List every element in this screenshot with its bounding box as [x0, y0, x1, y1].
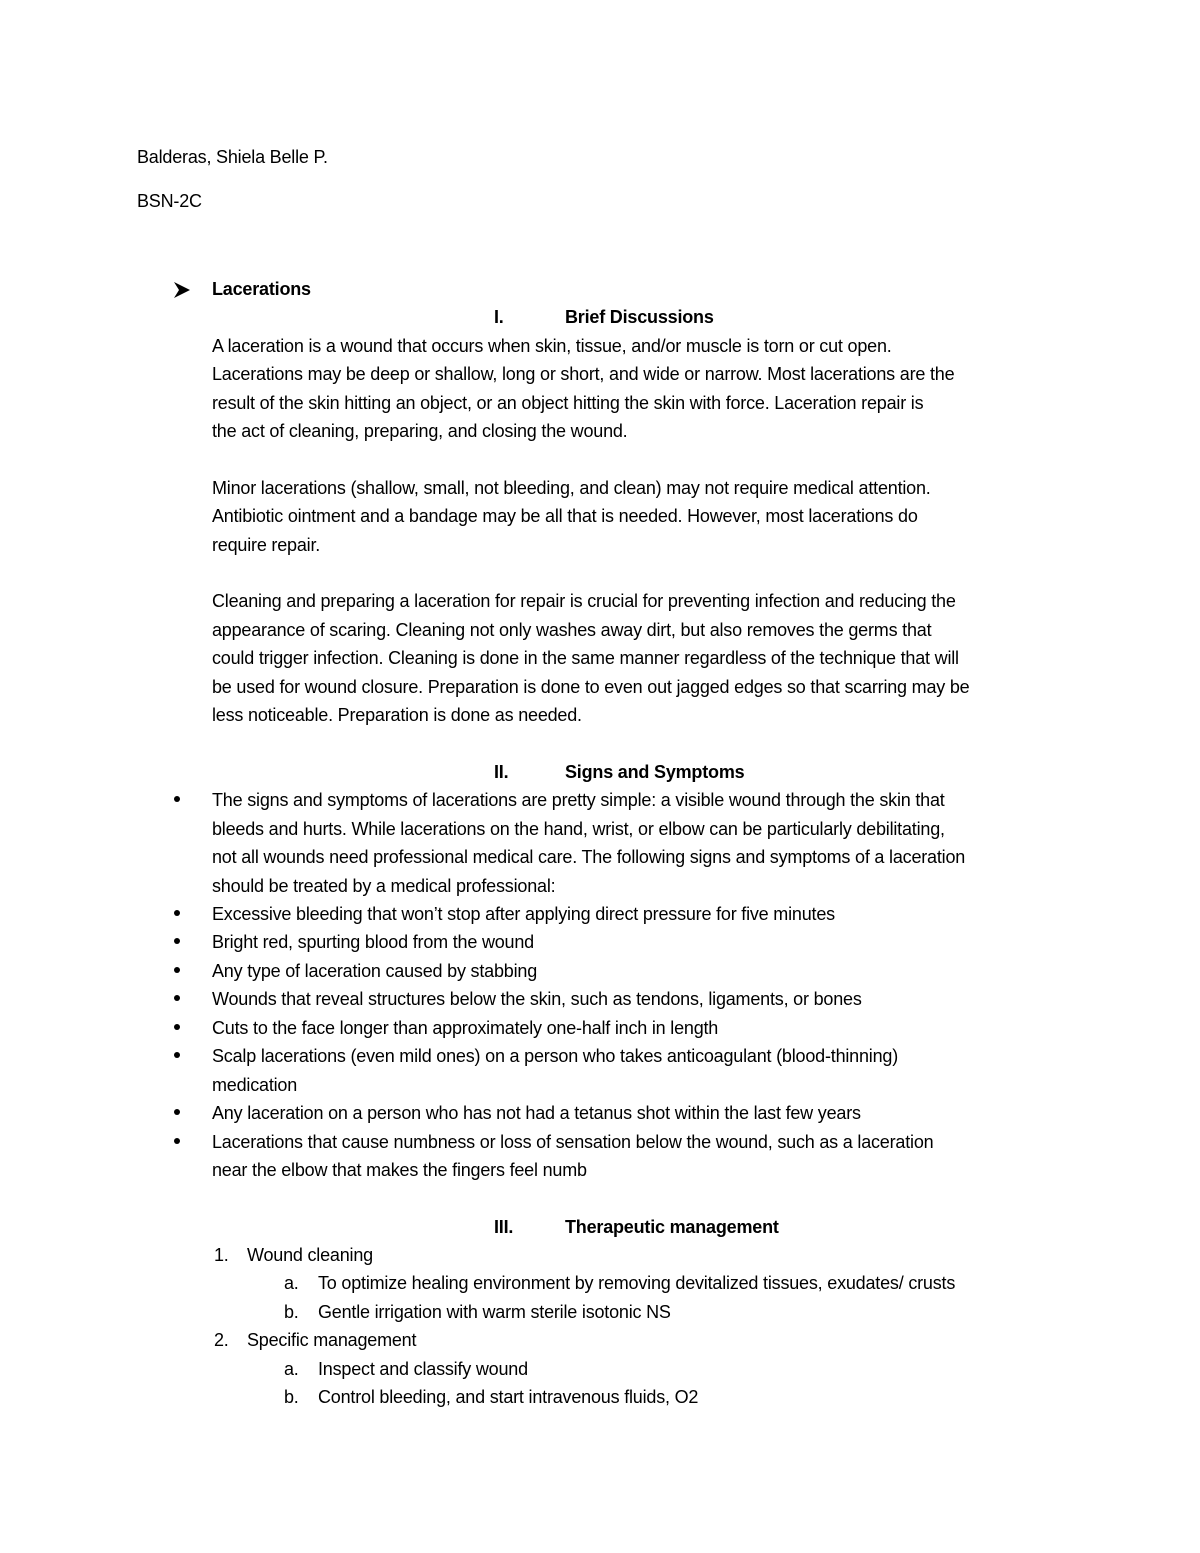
- signs-b1-line-3: not all wounds need professional medical care. The following signs and symptoms of a laceration: [212, 847, 966, 867]
- mgmt-1a-letter: a.: [284, 1273, 299, 1293]
- section-2-numeral: II.: [494, 762, 509, 782]
- mgmt-1-number: 1.: [214, 1245, 229, 1265]
- mgmt-1b-letter: b.: [284, 1302, 299, 1322]
- brief-p3-line-2: appearance of scaring. Cleaning not only washes away dirt, but also removes the germs that: [212, 620, 932, 640]
- mgmt-2-text: Specific management: [247, 1330, 417, 1350]
- bullet-icon: [174, 967, 180, 973]
- bullet-icon: [174, 1052, 180, 1058]
- bullet-icon: [174, 995, 180, 1001]
- brief-p2-line-1: Minor lacerations (shallow, small, not bleeding, and clean) may not require medical attention.: [212, 478, 931, 498]
- section-2-title: Signs and Symptoms: [565, 762, 745, 782]
- signs-b4: Any type of laceration caused by stabbing: [212, 961, 538, 981]
- signs-b6: Cuts to the face longer than approximately one-half inch in length: [212, 1018, 719, 1038]
- section-1-title: Brief Discussions: [565, 307, 714, 327]
- bullet-icon: [174, 1109, 180, 1115]
- brief-p1-line-3: result of the skin hitting an object, or an object hitting the skin with force. Laceration repair is: [212, 393, 924, 413]
- mgmt-2b-letter: b.: [284, 1387, 299, 1407]
- brief-p1-line-2: Lacerations may be deep or shallow, long or short, and wide or narrow. Most lacerations are the: [212, 364, 955, 384]
- arrow-bullet-icon: [172, 279, 192, 301]
- signs-b1-line-1: The signs and symptoms of lacerations are pretty simple: a visible wound through the skin that: [212, 790, 945, 810]
- signs-b5: Wounds that reveal structures below the skin, such as tendons, ligaments, or bones: [212, 989, 862, 1009]
- mgmt-1a-text: To optimize healing environment by removing devitalized tissues, exudates/ crusts: [318, 1273, 956, 1293]
- mgmt-2a-text: Inspect and classify wound: [318, 1359, 528, 1379]
- section-3-title: Therapeutic management: [565, 1217, 779, 1237]
- signs-b7-line-2: medication: [212, 1075, 298, 1095]
- mgmt-2-number: 2.: [214, 1330, 229, 1350]
- brief-p1-line-1: A laceration is a wound that occurs when skin, tissue, and/or muscle is torn or cut open.: [212, 336, 892, 356]
- brief-p2-line-3: require repair.: [212, 535, 321, 555]
- signs-b3: Bright red, spurting blood from the wound: [212, 932, 534, 952]
- signs-b9-line-1: Lacerations that cause numbness or loss of sensation below the wound, such as a laceration: [212, 1132, 934, 1152]
- brief-p3-line-4: be used for wound closure. Preparation is done to even out jagged edges so that scarring may be: [212, 677, 970, 697]
- mgmt-1-text: Wound cleaning: [247, 1245, 373, 1265]
- section-1-numeral: I.: [494, 307, 504, 327]
- student-name: Balderas, Shiela Belle P.: [137, 147, 328, 167]
- brief-p2-line-2: Antibiotic ointment and a bandage may be all that is needed. However, most lacerations do: [212, 506, 918, 526]
- mgmt-1b-text: Gentle irrigation with warm sterile isotonic NS: [318, 1302, 671, 1322]
- section-3-numeral: III.: [494, 1217, 514, 1237]
- signs-b9-line-2: near the elbow that makes the fingers feel numb: [212, 1160, 587, 1180]
- brief-p1-line-4: the act of cleaning, preparing, and closing the wound.: [212, 421, 628, 441]
- signs-b2: Excessive bleeding that won’t stop after applying direct pressure for five minutes: [212, 904, 835, 924]
- bullet-icon: [174, 1138, 180, 1144]
- brief-p3-line-1: Cleaning and preparing a laceration for repair is crucial for preventing infection and reducing the: [212, 591, 956, 611]
- bullet-icon: [174, 1024, 180, 1030]
- topic-heading: Lacerations: [212, 279, 311, 299]
- signs-b8: Any laceration on a person who has not had a tetanus shot within the last few years: [212, 1103, 861, 1123]
- mgmt-2b-text: Control bleeding, and start intravenous fluids, O2: [318, 1387, 699, 1407]
- signs-b1-line-4: should be treated by a medical professional:: [212, 876, 556, 896]
- bullet-icon: [174, 910, 180, 916]
- signs-b1-line-2: bleeds and hurts. While lacerations on the hand, wrist, or elbow can be particularly debilitating,: [212, 819, 945, 839]
- mgmt-2a-letter: a.: [284, 1359, 299, 1379]
- bullet-icon: [174, 938, 180, 944]
- student-section: BSN-2C: [137, 191, 202, 211]
- brief-p3-line-3: could trigger infection. Cleaning is done in the same manner regardless of the technique that will: [212, 648, 959, 668]
- signs-b7-line-1: Scalp lacerations (even mild ones) on a person who takes anticoagulant (blood-thinning): [212, 1046, 899, 1066]
- bullet-icon: [174, 796, 180, 802]
- brief-p3-line-5: less noticeable. Preparation is done as needed.: [212, 705, 582, 725]
